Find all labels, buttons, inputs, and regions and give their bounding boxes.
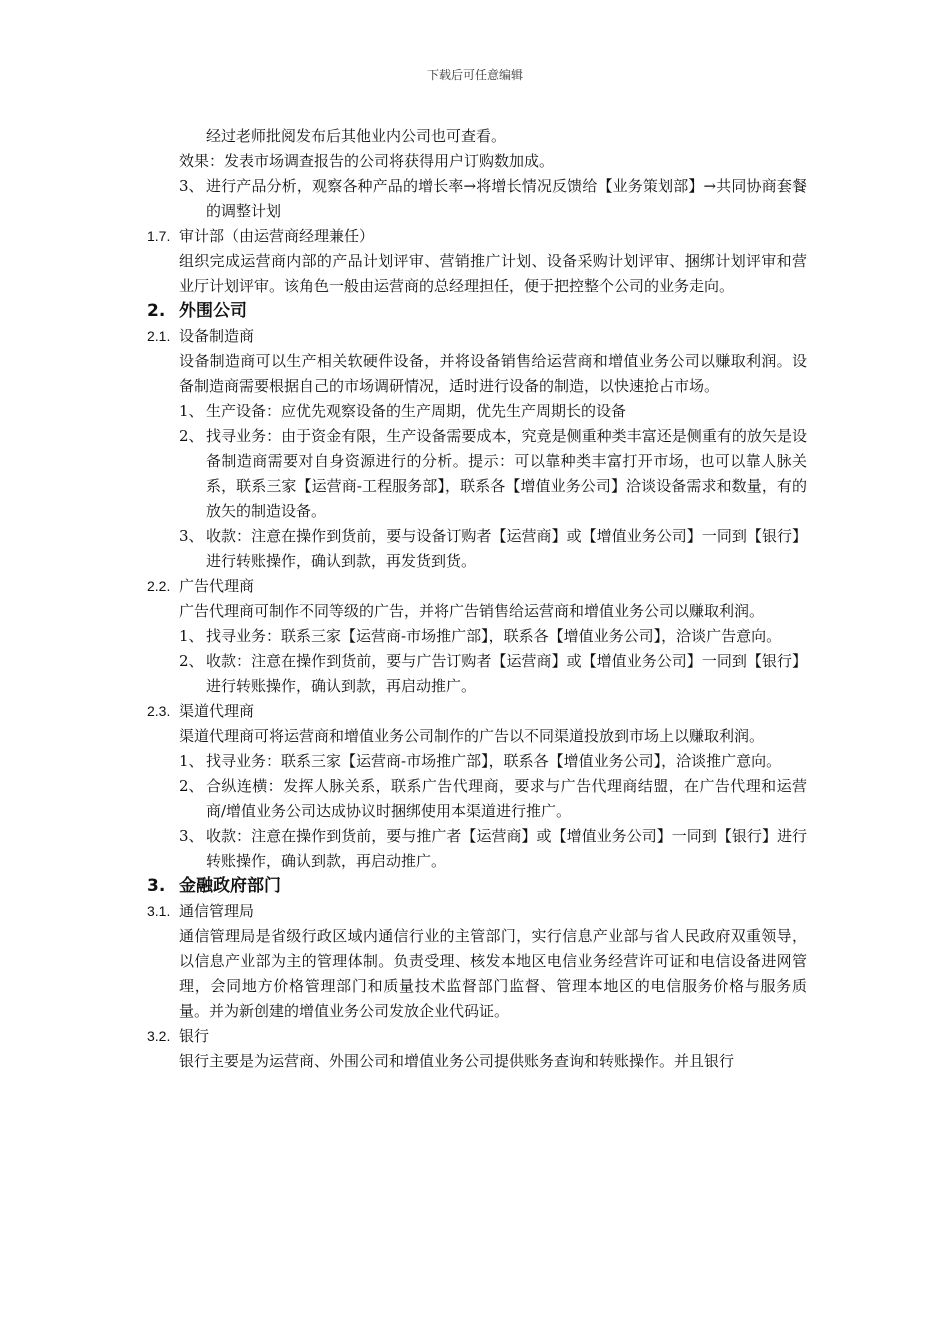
section-paragraph: 组织完成运营商内部的产品计划评审、营销推广计划、设备采购计划评审、捆绑计划评审和营业厅计划评审。该角色一般由运营商的总经理担任，便于把控整个公司的业务走向。 <box>179 252 807 295</box>
effect-paragraph: 效果：发表市场调查报告的公司将获得用户订购数加成。 <box>179 152 555 170</box>
list-item-number: 1、 <box>179 402 204 420</box>
list-item <box>147 774 807 824</box>
section-paragraph: 渠道代理商可将运营商和增值业务公司制作的广告以不同渠道投放到市场上以赚取利润。 <box>179 727 765 745</box>
list-item-text: 找寻业务：联系三家【运营商-市场推广部】，联系各【增值业务公司】，洽谈广告意向。 <box>206 627 782 645</box>
list-item-number: 2、 <box>179 427 204 445</box>
section-title: 渠道代理商 <box>179 702 255 720</box>
list-item <box>147 824 807 874</box>
chapter-heading-2 <box>147 299 807 324</box>
section-number: 1.7. <box>147 228 171 244</box>
list-item <box>147 174 807 224</box>
list-item-text: 收款：注意在操作到货前，要与设备订购者【运营商】或【增值业务公司】一同到【银行】进行转账操作，确认到款，再发货到货。 <box>206 527 807 570</box>
section-heading-3-2 <box>147 1024 807 1049</box>
list-item-number: 3、 <box>179 177 204 195</box>
list-item-text: 合纵连横：发挥人脉关系，联系广告代理商，要求与广告代理商结盟，在广告代理和运营商/增值业务公司达成协议时捆绑使用本渠道进行推广。 <box>206 777 807 820</box>
continuation-paragraph: 经过老师批阅发布后其他业内公司也可查看。 <box>206 127 507 145</box>
list-item-number: 1、 <box>179 627 204 645</box>
section-paragraph: 通信管理局是省级行政区域内通信行业的主管部门，实行信息产业部与省人民政府双重领导，以信息产业部为主的管理体制。负责受理、核发本地区电信业务经营许可证和电信设备进网管理，会同地方价格管理部门和质量技术监督部门监督、管理本地区的电信服务价格与服务质量。并为新创建的增值业务公司发放企业代码证。 <box>179 927 807 1020</box>
list-item <box>147 624 807 649</box>
list-item-text: 找寻业务：由于资金有限，生产设备需要成本，究竟是侧重种类丰富还是侧重有的放矢是设备制造商需要对自身资源进行的分析。提示：可以靠种类丰富打开市场，也可以靠人脉关系，联系三家【运营商-工程服务部】，联系各【增值业务公司】洽谈设备需求和数量，有的放矢的制造设备。 <box>206 427 807 520</box>
section-title: 设备制造商 <box>179 327 255 345</box>
list-item-number: 2、 <box>179 652 204 670</box>
section-title: 银行 <box>179 1027 210 1045</box>
section-number: 2.2. <box>147 578 171 594</box>
list-item <box>147 399 807 424</box>
section-heading-3-1 <box>147 899 807 924</box>
list-item-text: 进行产品分析，观察各种产品的增长率→将增长情况反馈给【业务策划部】→共同协商套餐的调整计划 <box>206 177 807 220</box>
document-body <box>147 124 807 1074</box>
list-item-number: 3、 <box>179 827 204 845</box>
section-title: 审计部（由运营商经理兼任） <box>179 227 375 245</box>
list-item-text: 收款：注意在操作到货前，要与推广者【运营商】或【增值业务公司】一同到【银行】进行转账操作，确认到款，再启动推广。 <box>206 827 807 870</box>
chapter-heading-3 <box>147 874 807 899</box>
section-heading-2-3 <box>147 699 807 724</box>
chapter-title: 外围公司 <box>179 301 247 321</box>
section-number: 3.2. <box>147 1028 171 1044</box>
list-item <box>147 749 807 774</box>
chapter-number: 2. <box>147 301 166 321</box>
section-title: 广告代理商 <box>179 577 255 595</box>
chapter-number: 3. <box>147 876 166 896</box>
list-item <box>147 524 807 574</box>
list-item-text: 找寻业务：联系三家【运营商-市场推广部】，联系各【增值业务公司】，洽谈推广意向。 <box>206 752 782 770</box>
list-item-number: 1、 <box>179 752 204 770</box>
section-number: 2.1. <box>147 328 171 344</box>
section-heading-2-2 <box>147 574 807 599</box>
list-item-text: 生产设备：应优先观察设备的生产周期，优先生产周期长的设备 <box>206 402 627 420</box>
section-heading-2-1 <box>147 324 807 349</box>
section-paragraph: 银行主要是为运营商、外围公司和增值业务公司提供账务查询和转账操作。并且银行 <box>179 1052 735 1070</box>
section-paragraph: 设备制造商可以生产相关软硬件设备，并将设备销售给运营商和增值业务公司以赚取利润。设备制造商需要根据自己的市场调研情况，适时进行设备的制造，以快速抢占市场。 <box>179 352 807 395</box>
chapter-title: 金融政府部门 <box>179 876 281 896</box>
list-item-text: 收款：注意在操作到货前，要与广告订购者【运营商】或【增值业务公司】一同到【银行】进行转账操作，确认到款，再启动推广。 <box>206 652 807 695</box>
list-item-number: 3、 <box>179 527 204 545</box>
page-header: 下载后可任意编辑 <box>426 68 523 82</box>
list-item <box>147 649 807 699</box>
section-heading-1-7 <box>147 224 807 249</box>
list-item <box>147 424 807 524</box>
section-paragraph: 广告代理商可制作不同等级的广告，并将广告销售给运营商和增值业务公司以赚取利润。 <box>179 602 765 620</box>
list-item-number: 2、 <box>179 777 204 795</box>
section-number: 3.1. <box>147 903 171 919</box>
section-number: 2.3. <box>147 703 171 719</box>
section-title: 通信管理局 <box>179 902 255 920</box>
